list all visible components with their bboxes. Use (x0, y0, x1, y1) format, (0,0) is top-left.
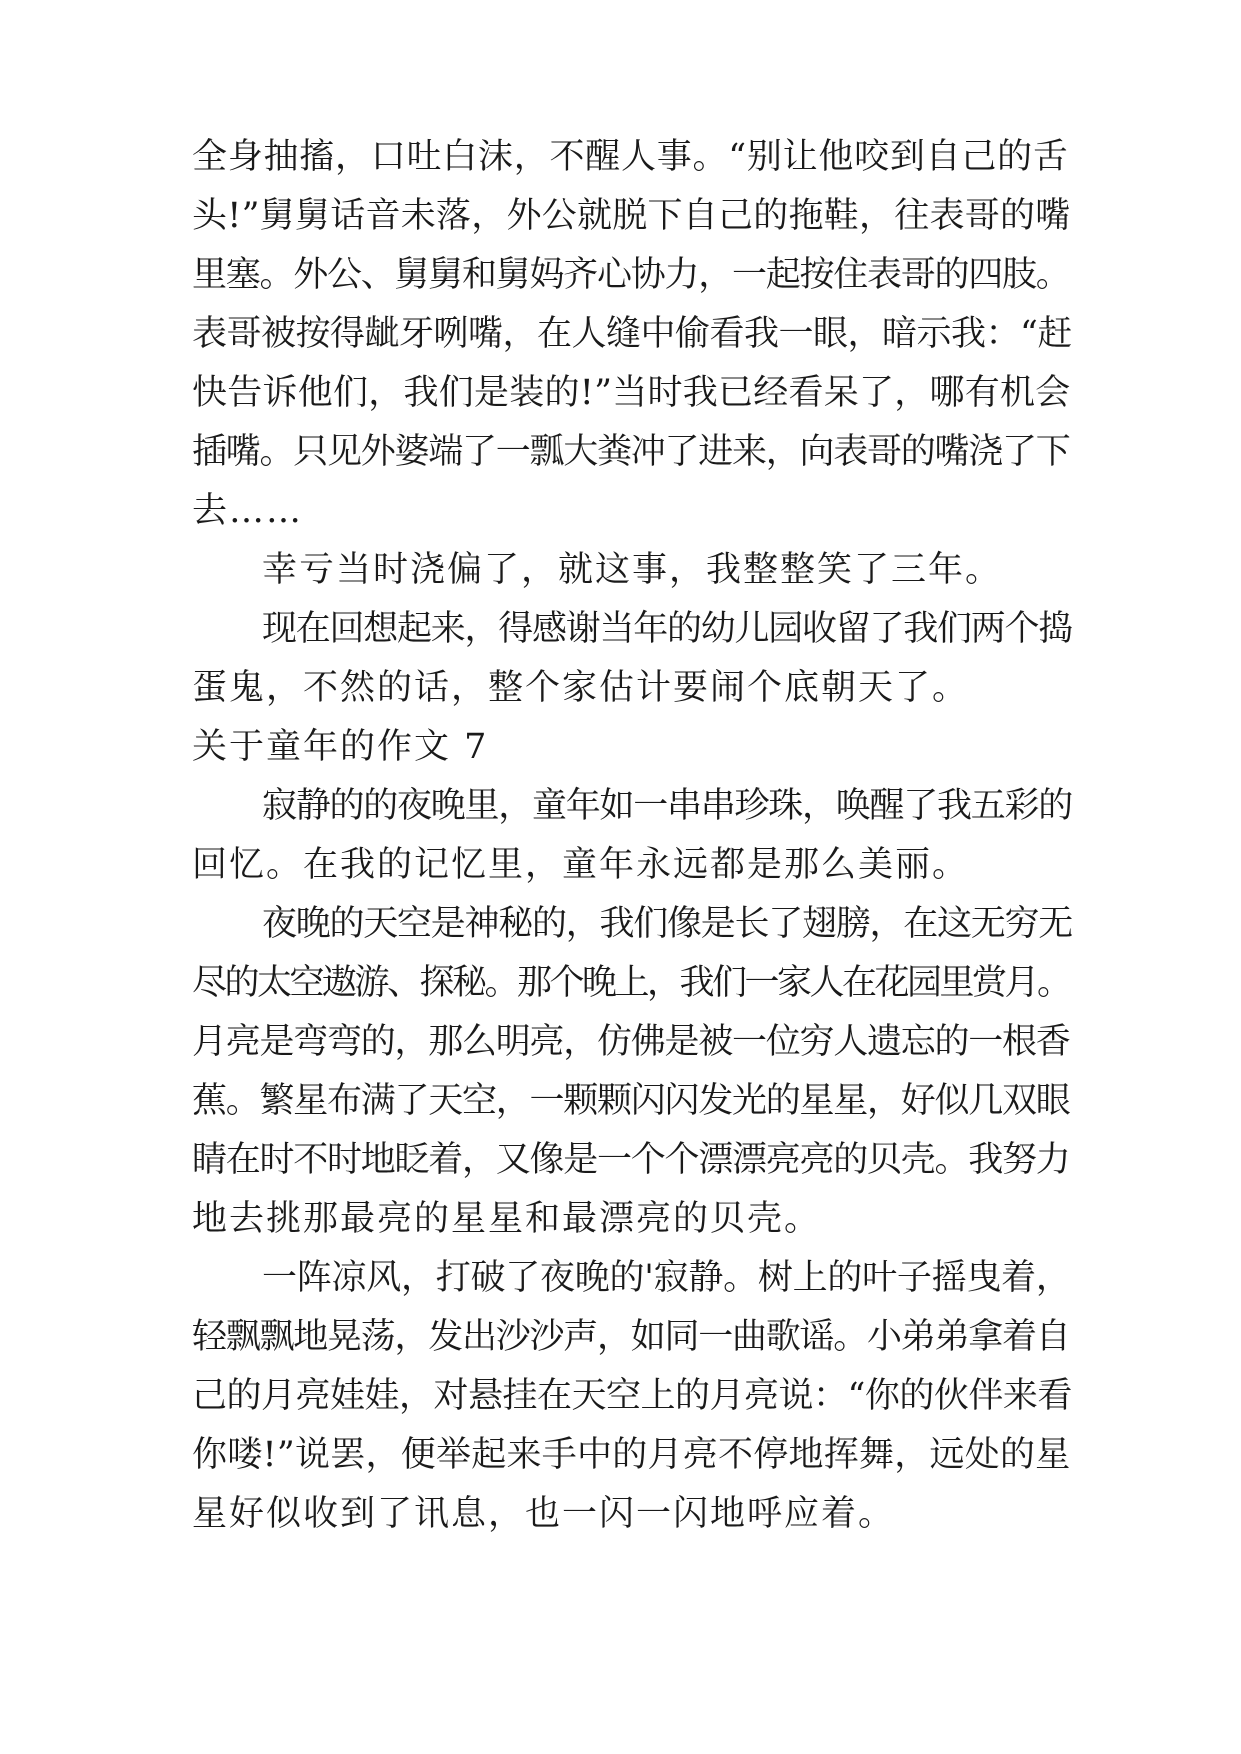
text-line: 己的月亮娃娃，对悬挂在天空上的月亮说：“你的伙伴来看 (192, 1376, 1072, 1416)
text-line: 你喽!”说罢，便举起来手中的月亮不停地挥舞，远处的星 (192, 1435, 1071, 1475)
text-line: 插嘴。只见外婆端了一瓢大粪冲了进来，向表哥的嘴浇了下 (192, 432, 1070, 472)
text-line: 回忆。在我的记忆里，童年永远都是那么美丽。 (192, 845, 970, 885)
text-line: 睛在时不时地眨着，又像是一个个漂漂亮亮的贝壳。我努力 (192, 1140, 1070, 1180)
document-body (192, 128, 1072, 1544)
text-line: 蕉。繁星布满了天空，一颗颗闪闪发光的星星，好似几双眼 (192, 1081, 1070, 1121)
text-line: 头!”舅舅话音未落，外公就脱下自己的拖鞋，往表哥的嘴 (192, 196, 1071, 236)
text-line: 地去挑那最亮的星星和最漂亮的贝壳。 (192, 1199, 822, 1239)
section-heading: 关于童年的作文 7 (192, 727, 489, 767)
text-line: 快告诉他们，我们是装的!”当时我已经看呆了，哪有机会 (192, 373, 1071, 413)
text-line: 尽的太空遨游、探秘。那个晚上，我们一家人在花园里赏月。 (192, 963, 1070, 1003)
text-line: 表哥被按得龇牙咧嘴，在人缝中偷看我一眼，暗示我：“赶 (192, 314, 1072, 354)
text-line: 现在回想起来，得感谢当年的幼儿园收留了我们两个捣 (262, 609, 1073, 649)
text-line: 夜晚的天空是神秘的，我们像是长了翅膀，在这无穷无 (262, 904, 1073, 944)
text-line: 幸亏当时浇偏了，就这事，我整整笑了三年。 (262, 550, 1003, 590)
text-line: 寂静的的夜晚里，童年如一串串珍珠，唤醒了我五彩的 (262, 786, 1073, 826)
text-line: 星好似收到了讯息，也一闪一闪地呼应着。 (192, 1494, 896, 1534)
text-line: 蛋鬼，不然的话，整个家估计要闹个底朝天了。 (192, 668, 970, 708)
text-line: 轻飘飘地晃荡，发出沙沙声，如同一曲歌谣。小弟弟拿着自 (192, 1317, 1070, 1357)
text-line: 一阵凉风，打破了夜晚的'寂静。树上的叶子摇曳着， (262, 1258, 1071, 1298)
text-line: 月亮是弯弯的，那么明亮，仿佛是被一位穷人遗忘的一根香 (192, 1022, 1070, 1062)
text-line: 里塞。外公、舅舅和舅妈齐心协力，一起按住表哥的四肢。 (192, 255, 1070, 295)
text-line: 全身抽搐，口吐白沫，不醒人事。“别让他咬到自己的舌 (192, 137, 1069, 177)
text-line: 去…… (192, 491, 304, 531)
